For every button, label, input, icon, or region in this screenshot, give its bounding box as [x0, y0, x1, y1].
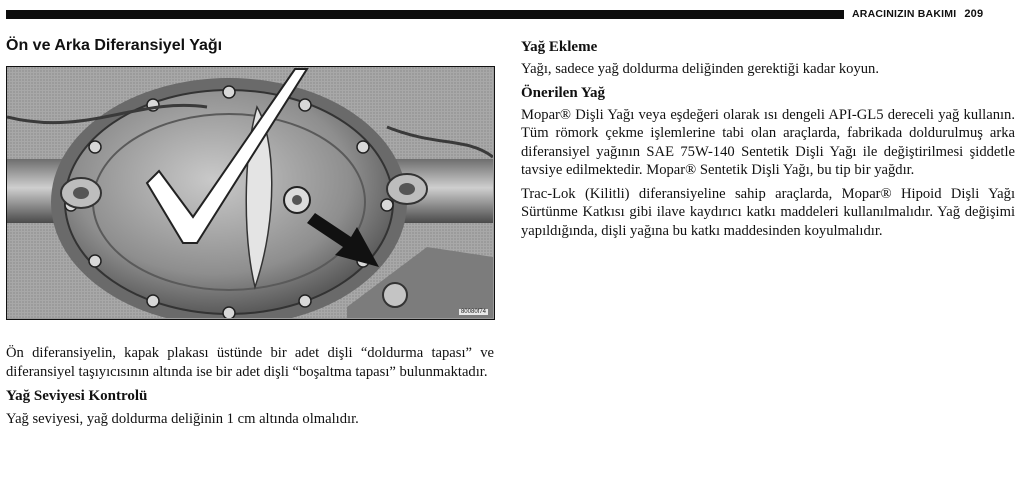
cover-plate: [65, 90, 393, 314]
left-column: [6, 344, 494, 429]
header-rule: [6, 10, 844, 19]
differential-illustration: [7, 67, 493, 318]
plugs-paragraph: Ön diferansiyelin, kapak plakası üstünde bir adet dişli “doldurma tapası” ve diferansiyel taşıyıcısının altında ise bir adet dişli “boşaltma tapası” bulunmaktadır.: [6, 345, 494, 380]
figure-code: 80080f74: [460, 309, 486, 315]
drain-plug: [383, 283, 407, 307]
running-header: [852, 8, 983, 20]
level-check-heading: Yağ Seviyesi Kontrolü: [6, 388, 148, 404]
adding-oil-paragraph: Yağı, sadece yağ doldurma deliğinden gerektiği kadar koyun.: [521, 61, 879, 77]
right-column: [521, 38, 1015, 245]
page-number: 209: [964, 8, 984, 20]
differential-figure: [6, 66, 495, 320]
adding-oil-heading: Yağ Ekleme: [521, 39, 598, 55]
trac-lok-paragraph: Trac-Lok (Kilitli) diferansiyeline sahip araçlarda, Mopar® Hipoid Dişli Yağı Sürtünme Katkısı gibi ilave kaydırıcı katkı maddeleri kullanılmalıdır. Yağ değişimi yapıldığında, dişli yağına bu katkı maddesinden koyulmalıdır.: [521, 185, 1015, 239]
level-check-paragraph: Yağ seviyesi, yağ doldurma deliğinin 1 cm altında olmalıdır.: [6, 411, 359, 427]
recommended-oil-heading: Önerilen Yağ: [521, 84, 606, 101]
section-title: ARACINIZIN BAKIMI: [852, 8, 957, 20]
recommended-oil-paragraph: Mopar® Dişli Yağı veya eşdeğeri olarak ısı dengeli API-GL5 dereceli yağ kullanın. Tüm römork çekme işlemlerine tabi olan araçlarda, fabrikada doldurulmuş arka diferansiyel yağının SAE 75W-140 Sentetik Dişli Yağı ile değiştirilmesi şiddetle tavsiye edilmektedir. Mopar® Sentetik Dişli Yağı, bu tip bir yağdır.: [521, 106, 1015, 178]
page-title: Ön ve Arka Diferansiyel Yağı: [6, 37, 223, 54]
